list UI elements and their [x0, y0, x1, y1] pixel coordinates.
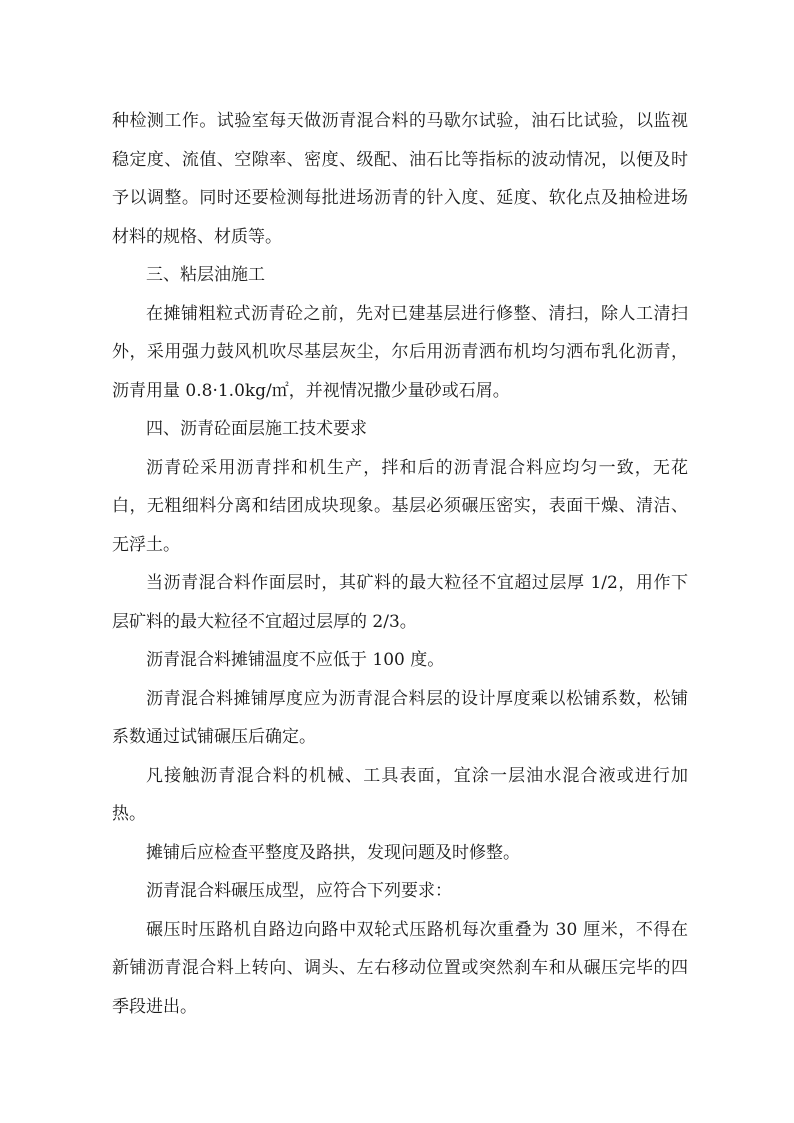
paragraph-3: 沥青砼采用沥青拌和机生产，拌和后的沥青混合料应均匀一致，无花白，无粗细料分离和结团成块现象。基层必须碾压密实，表面干燥、清洁、无浮土。: [112, 457, 688, 555]
section-heading-4: 四、沥青砼面层施工技术要求: [146, 419, 367, 439]
paragraph-5: 沥青混合料摊铺温度不应低于 100 度。: [146, 650, 445, 670]
paragraph-9: 沥青混合料碾压成型，应符合下列要求：: [146, 881, 452, 901]
paragraph-4: 当沥青混合料作面层时，其矿料的最大粒径不宜超过层厚 1/2，用作下层矿料的最大粒径不宜超过层厚的 2/3。: [112, 573, 688, 632]
paragraph-8: 摊铺后应检查平整度及路拱，发现问题及时修整。: [146, 842, 520, 863]
paragraph-10: 碾压时压路机自路边向路中双轮式压路机每次重叠为 30 厘米，不得在新铺沥青混合料上转向、调头、左右移动位置或突然刹车和从碾压完毕的四季段进出。: [112, 919, 688, 1017]
paragraph-6: 沥青混合料摊铺厚度应为沥青混合料层的设计厚度乘以松铺系数，松铺系数通过试铺碾压后确定。: [112, 688, 688, 747]
paragraph-1: 种检测工作。试验室每天做沥青混合料的马歇尔试验，油石比试验，以监视稳定度、流值、空隙率、密度、级配、油石比等指标的波动情况，以便及时予以调整。同时还要检测每批进场沥青的针入度、延度、软化点及抽检进场材料的规格、材质等。: [112, 111, 688, 247]
paragraph-7: 凡接触沥青混合料的机械、工具表面，宜涂一层油水混合液或进行加热。: [112, 765, 688, 824]
paragraph-2: 在摊铺粗粒式沥青砼之前，先对已建基层进行修整、清扫，除人工清扫外，采用强力鼓风机吹尽基层灰尘，尔后用沥青洒布机均匀洒布乳化沥青，沥青用量 0.8·1.0kg/㎡，并视情况撒少量砂或石屑。: [112, 303, 688, 401]
section-heading-3: 三、粘层油施工: [146, 265, 265, 285]
document-body: [112, 102, 688, 1026]
